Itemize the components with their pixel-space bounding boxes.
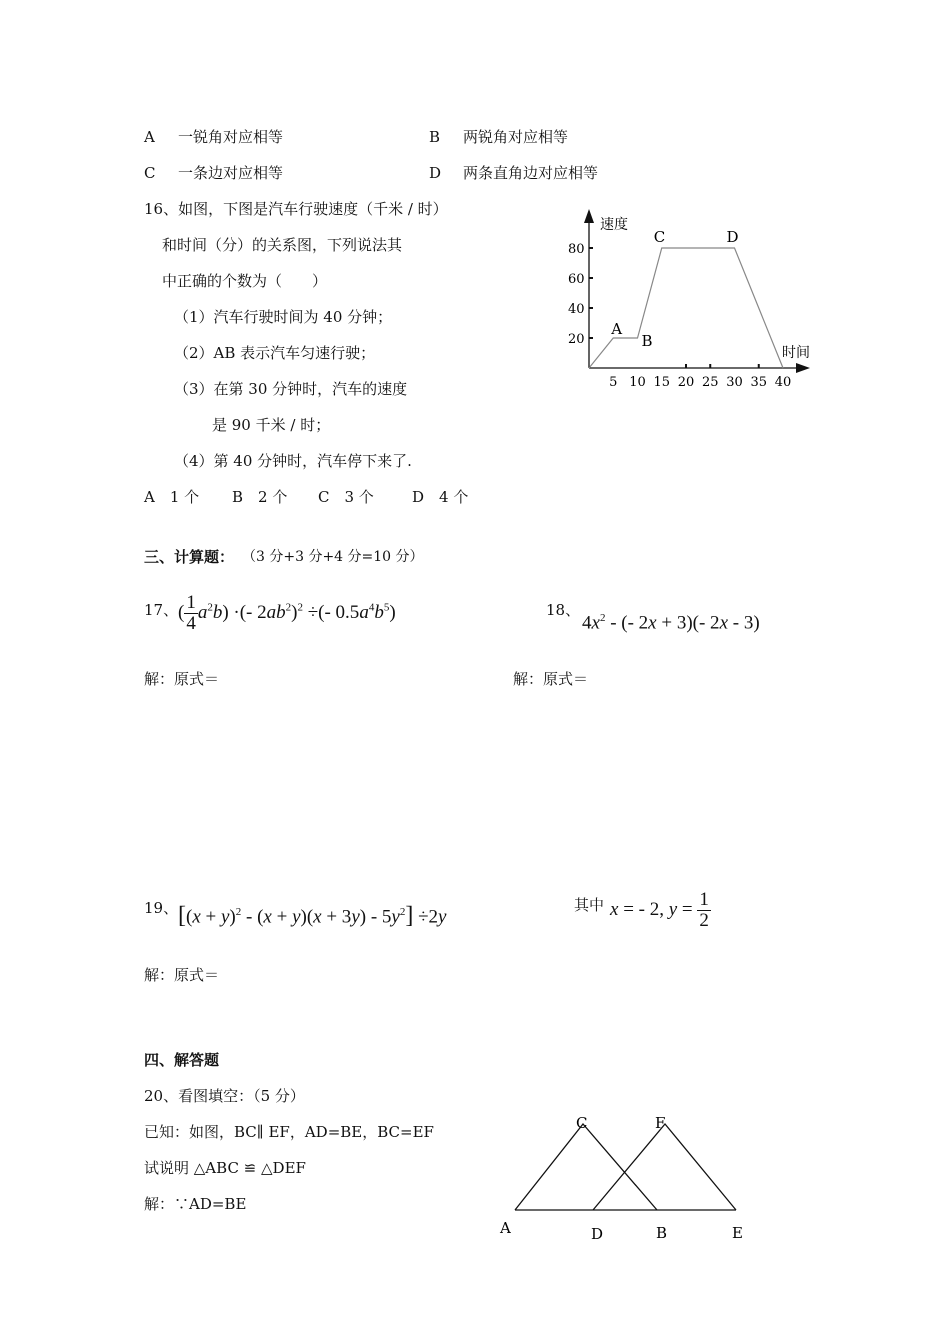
q17-number: 17、 [144, 601, 179, 619]
section4-title: 四、解答题 [144, 1051, 220, 1069]
y-tick-label: 80 [568, 242, 585, 257]
x-tick-label: 35 [750, 375, 768, 390]
q16-option-c: C 3 个 [318, 488, 374, 506]
q15-option-c-text: 一条边对应相等 [178, 164, 284, 182]
q19-solution: 解：原式＝ [144, 966, 220, 984]
section3-note: （3 分+3 分+4 分=10 分） [242, 549, 424, 565]
point-label-d: D [726, 228, 739, 246]
x-tick-label: 5 [609, 375, 618, 390]
chart-point-labels [610, 228, 738, 350]
q15-option-b-letter: B [429, 128, 441, 146]
triangle-def [593, 1124, 736, 1210]
q18-number: 18、 [546, 601, 581, 619]
x-tick-label: 20 [677, 375, 695, 390]
q20-title: 20、看图填空：（5 分） [144, 1087, 305, 1105]
point-label-a: A [611, 320, 623, 338]
q16-statement-1: （1）汽车行驶时间为 40 分钟； [174, 308, 393, 326]
point-label-a: A [500, 1219, 511, 1237]
q16-option-d: D 4 个 [412, 488, 469, 506]
y-tick-label: 40 [568, 302, 585, 317]
q16-statement-2: （2）AB 表示汽车匀速行驶； [174, 344, 376, 362]
q18-expression: $4x^2$ - (- 2x + 3)(- 2x - 3) [582, 612, 760, 634]
y-tick-label: 60 [568, 272, 585, 287]
q16-statement-3: （3）在第 30 分钟时，汽车的速度 [174, 380, 408, 398]
point-label-c: C [653, 228, 666, 246]
y-axis-label: 速度 [600, 217, 628, 233]
q19-expression: $[(x + y)^2 - (x + y)(x + 3y) - 5y^2] \div 2y$ [178, 902, 447, 929]
point-label-c: C [576, 1114, 588, 1132]
q15-option-a-letter: A [144, 128, 155, 146]
q15-option-d-letter: D [429, 164, 442, 182]
point-label-e: E [732, 1224, 743, 1242]
q16-statement-4: （4）第 40 分钟时，汽车停下来了. [174, 452, 412, 470]
q20-solution: 解：∵AD=BE [144, 1195, 247, 1213]
q16-stem-line2: 和时间（分）的关系图，下列说法其 [162, 236, 403, 254]
y-tick-label: 20 [568, 332, 585, 347]
q16-option-a: A 1 个 [144, 488, 200, 506]
point-label-b: B [641, 332, 653, 350]
speed-time-chart [560, 205, 820, 395]
q15-option-a-text: 一锐角对应相等 [178, 128, 284, 146]
x-tick-label: 10 [629, 375, 646, 390]
q15-option-d-text: 两条直角边对应相等 [463, 164, 599, 182]
point-label-b: B [656, 1224, 668, 1242]
q16-stem-line1: 16、如图，下图是汽车行驶速度（千米 / 时） [144, 200, 448, 218]
x-tick-label: 25 [701, 375, 719, 390]
speed-series-line [589, 248, 783, 368]
x-tick-label: 30 [726, 375, 743, 390]
q16-option-b: B 2 个 [232, 488, 288, 506]
chart-axes [584, 209, 810, 373]
q19-number: 19、 [144, 899, 179, 917]
q15-option-c-letter: C [144, 164, 156, 182]
q16-statement-3-cont: 是 90 千米 / 时； [212, 416, 331, 434]
q20-given: 已知：如图，BC∥ EF，AD=BE，BC=EF [144, 1123, 434, 1141]
q17-solution: 解：原式＝ [144, 670, 220, 688]
q15-option-b-text: 两锐角对应相等 [463, 128, 569, 146]
x-tick-label: 15 [653, 375, 671, 390]
q18-solution: 解：原式＝ [513, 670, 589, 688]
point-label-f: F [655, 1114, 666, 1132]
q19-condition: x = - 2, y = $\frac{1}{2}$ [610, 889, 709, 931]
q16-stem-line3: 中正确的个数为（ ） [162, 272, 328, 290]
point-label-d: D [591, 1225, 604, 1243]
triangles-diagram [490, 1110, 770, 1250]
q20-prove: 试说明 △ABC ≌ △DEF [144, 1159, 306, 1177]
x-tick-label: 40 [774, 375, 792, 390]
x-axis-label: 时间 [782, 345, 810, 361]
section3-title: 三、计算题： [144, 548, 235, 566]
q19-where-label: 其中 [574, 896, 605, 914]
q17-expression: ( $\frac{1}{4}$ $a^2b$) ·(- $2ab^2)^2$ ÷(- $0.5a^4b^5$) [178, 592, 396, 634]
triangle-abc [515, 1124, 657, 1210]
